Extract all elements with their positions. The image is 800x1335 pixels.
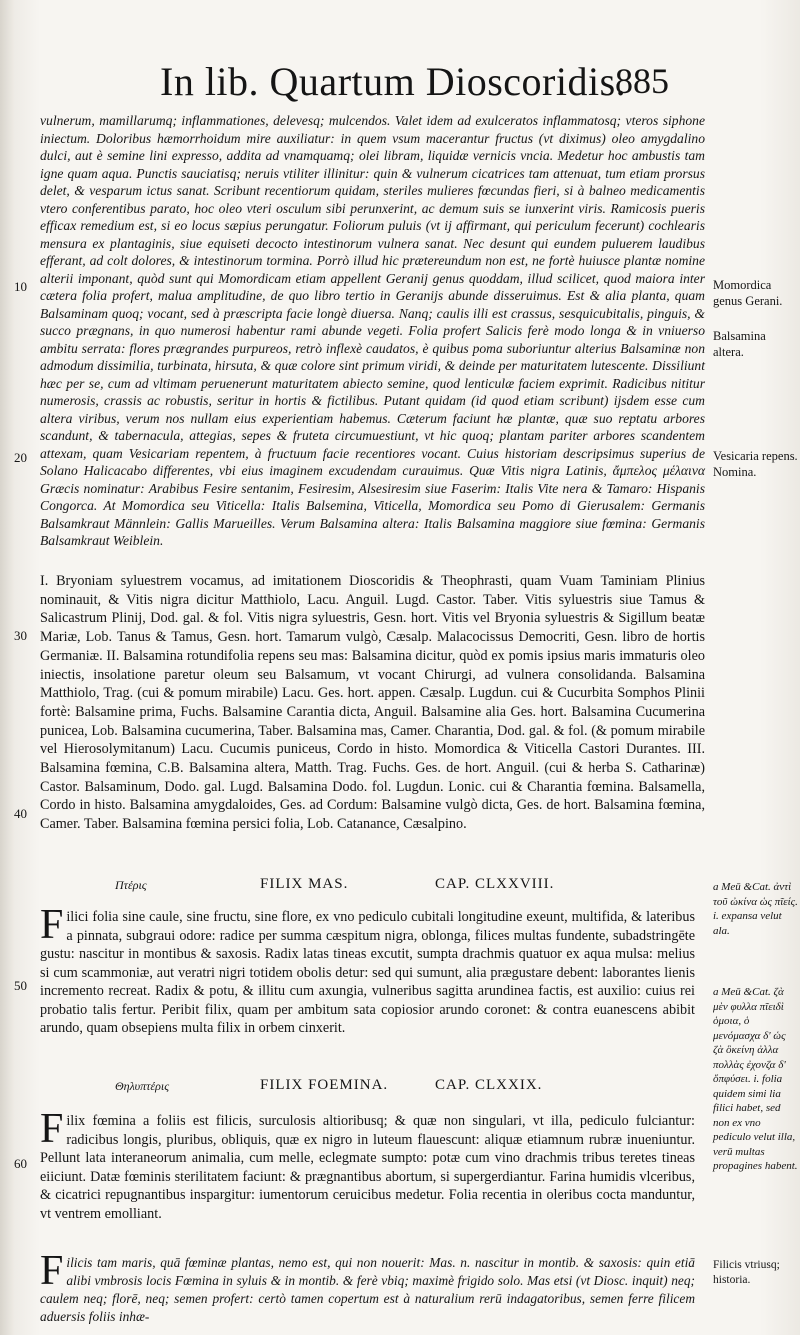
chapter-greek-name: Πτέρις	[115, 878, 147, 892]
chapter-heading	[75, 1077, 695, 1101]
commentary-filix-text: ilicis tam maris, quā fœminæ plantas, nemo est, qui non nouerit: Mas. n. nascitur in montib. & saxosis: quin etiā alibi vmbrosis locis Fœmina in syluis & in montib. & ferè vbiq; maximè frigido solo. Mas etsi (vt Diosc. inquit) neq; caulem neq; florē, neq; semen profert: certò tamen copertum est à naturalium rerū indagatoribus, semen ferre filicem aduersis foliis inhæ-	[40, 1255, 695, 1324]
line-number: 40	[14, 806, 27, 821]
page-gutter	[0, 0, 14, 1335]
synonyms-text: I. Bryoniam syluestrem vocamus, ad imitationem Dioscoridis & Theophrasti, quam Vuam Taminiam Plinius nominauit, & Vitis nigra dicitur Matthiolo, Lacu. Anguil. Lugd. Castor. Taber. Vitis syluestris siue Tamus & Salicastrum Plinij, Dod. gal. & fol. Vitis nigra syluestris, Gesn. hort. Vitis vel Bryonia syluestris & Sigillum beatæ Mariæ, Lob. Tanus & Tamus, Gesn. hort. Tamarum vulgò, Cæsalp. Malacocissus Democriti, Gesn. libro de hortis Germaniæ. II. Balsamina rotundifolia repens seu mas: Balsamina dicitur, quòd ex pomis ipsius maris immaturis oleo iniectis, insolatione paretur oleum seu Balsamum, vt vocant Chirurgi, ad vulnera consolidanda. Balsamina Matthiolo, Trag. (cui & pomum mirabile) Lacu. Ges. hort. appen. Cæsalp. Lugdun. cui & Cucurbita Somphos Plinii fortè: Balsamine prima, Fuchs. Balsamine Carantia dicta, Anguil. Balsamine alia Ges. hort. Balsamina Cucumerina punicea, Lob. Balsamina cucumerina, Taber. Balsamina mas, Camer. Charantia, Dod. gal. & fol. (& pomum mirabile vel Hierosolymitanum) Lacu. Cucumis puniceus, Cordo in histo. Momordica & Viticella Castori Durantes. III. Balsamina fœmina, C.B. Balsamina altera, Matth. Trag. Fuchs. Ges. de hort. Anguil. (cui & herba S. Catharinæ) Castor. Balsaminum, Dodo. gal. Lugd. Balsamina Dodo. fol. Lugdun. Lonic. cui & Charantia fœmina. Balsamella, Cordo in histo. Balsamina amygdaloides, Ges. ad Cordum: Balsamine vulgò dicta, Ges. de hort. Balsamina fœmina, Camer. Taber. Balsamina fœmina persici folia, Lob. Catanance, Cæsalpino.	[40, 573, 705, 833]
line-number: 30	[14, 628, 27, 643]
commentary-filix	[40, 1248, 695, 1326]
commentary-block	[40, 112, 705, 550]
drop-cap: F	[40, 1106, 64, 1152]
line-number: 20	[14, 450, 27, 465]
margin-note-balsamina: Balsamina altera.	[713, 329, 766, 359]
page-number: 885	[615, 61, 669, 101]
margin-note-momordica: Momordica genus Gerani.	[713, 278, 783, 308]
drop-cap: F	[40, 902, 64, 948]
synonyms-block	[40, 572, 705, 834]
line-number: 50	[14, 978, 27, 993]
margin-note-greek-2: a Meū &Cat. ζὰ μὲν φυλλα πῖειδὶ ὁμοια, ὁ μενόμασχα δ' ὡς ζὰ ὃκείνη ἀλλα πολλὰς ἐχονζα δ' ὅπφύσει. i. folia quidem simi lia filici habet, sed non ex vno pediculo velut illa, verū multas propagines habent.	[713, 986, 798, 1172]
chapter-body	[40, 902, 695, 1038]
chapter-body	[40, 1106, 695, 1223]
line-number: 60	[14, 1156, 27, 1171]
chapter-name: FILIX MAS.	[260, 876, 349, 892]
chapter-number: CAP. CLXXIX.	[435, 1077, 543, 1093]
chapter-body-text: ilici folia sine caule, sine fructu, sine flore, ex vno pediculo cubitali longitudine exeunt, multifida, & lateribus a pinnata, subgraui odore: radice per summa cæspitum nigra, oblonga, filices multas fundente, subadstringēte gustu: nascitur in montibus & saxosis. Radix latas tineas excutit, sumpta drachmis quatuor ex aqua mulsa: melius si cum scammoniæ, aut veratri nigri totidem obolis detur: sed qui sumunt, alia prægustare debent: laborantes lienis incremento recreat. Radix & potu, & illitu cum axungia, vulneribus sagitta arundinea factis, est auxilio: cuius rei probatio talis fertur. Peribit filix, quam per ambitum sata copiosior arundo coronet: & contra euanescens abibit arundo, quam obsepiens multa filix in orbem cinxerit.	[40, 909, 695, 1036]
line-number: 10	[14, 279, 27, 294]
chapter-name: FILIX FOEMINA.	[260, 1077, 389, 1093]
page-title: In lib. Quartum Dioscoridis.	[160, 59, 627, 104]
commentary-text: vulnerum, mamillarumq; inflammationes, delevesq; mulcendos. Valet idem ad exulceratos inflammatosq; vteros siphone iniectum. Doloribus hæmorrhoidum mire auxiliatur: in quem vsum macerantur fructus (vt diximus) oleo amygdalino dulci, aut è semine lini expresso, addita ad vnamquamq; olei libram, liquidæ vernicis vncia. Medetur hoc ambustis tam igne quam aqua. Punctis sauciatisq; neruis vtiliter illinitur: quin & vulnerum cicatrices tam attenuat, tum etiam prorsus delet, & vesparum ictus sanat. Scribunt recentiorum quidam, steriles mulieres fœcundas fieri, si à balneo medicamentis vtero conferentibus parato, hoc oleo vteri osculum sibi perunxerint, ac demum suis se iunxerint viris. Ramicosis pueris efficax remedium est, si eo locus sæpius perungatur. Foliorum puluis (vt ij affirmant, qui periculum fecerunt) cochlearis mensura ex plantaginis, siue equiseti decocto intestinorum vulnera sanat. Nec desunt qui eundem puluerem laudibus efferant, ad colt dolores, & intestinorum tormina. Porrò illud hic prætereundum non est, ne fortè huiusce plantæ nomine alterii imponant, quòd sunt qui Momordicam etiam appellent Geranij genus quoddam, illud scilicet, quod maiora inter cætera folia profert, malua amplitudine, de quo libro tertio in Geranijs abunde disseruimus. Est & alia planta, quam Balsaminam quoq; vocant, sed à præscripta facie longè diuersa. Nanq; caulis illi est crassus, sesquicubitalis, pinguis, & succo prægnans, in quo numerosi habentur rami abunde vegeti. Folia profert Salicis ferè modo longa & in vniuerso ambitu serrata: flores prægrandes purpureos, retrò inflexè caudatos, è quibus poma suboriuntur alterius Balsaminæ non admodum dissimilia, turbinata, hirsuta, & quæ colore sint primum viridi, & deinde per maturitatem lutescente. Dissiliunt hæc per se, cum ad vltimam peruenerunt maturitatem abiecto semine, quod lenticulæ faciem exprimit. Radicibus nititur numerosis, crassis ac robustis, seritur in hortis & fictilibus. Putant quidam (id quod etiam scribunt) ijsdem esse cum altera viribus, verum nos nullam eius experientiam habemus. Cæterum faciunt hæ plantæ, quæ suo reptatu arbores scandunt, & tabernacula, attegias, sepes & fruteta circumuestiunt, vt hic quoq; plantam pariter arbores scandentem attexam, quam Vesicariam repentem, à fructuum facie recentiores vocant. Cuius historiam descripsimus superius de Solano Halicacabo differentes, vbi eius imaginem excudendam curauimus. Quæ Vitis nigra Latinis, ἄμπελος μέλαινα Græcis nominatur: Arabibus Fesire sentanim, Fesiresim, Alsesiresim siue Faserim: Italis Vite nera & Tamaro: Hispanis Congorca. At Momordica seu Viticella: Italis Balsemina, Viticella, Momordica seu Pomo di Gierusalem: Germanis Balsamkraut Männlein: Gallis Marueilles. Verum Balsamina altera: Italis Balsamina maggiore siue fœmina: Germanis Balsamkraut Weiblein.	[40, 113, 705, 548]
margin-note-greek-1: a Meū &Cat. ἀντὶ τοῦ ὠκίνα ὡς πῖείς. i. expansa velut ala.	[713, 881, 798, 937]
margin-note-historia: Filicis vtriusq; historia.	[713, 1259, 780, 1286]
chapter-body-text: ilix fœmina a foliis est filicis, surculosis altioribusq; & quæ non singulari, vt illa, pediculo fulciantur: radicibus longis, pluribus, obliquis, quæ ex nigro in luteum flauescunt: aliquæ etiamnum rubræ inueniuntur. Pellunt lata interaneorum animalia, cum melle, eclegmate sumpto: potæ cum vino drachmis tribus teretes tineas eiiciunt. Datæ fœminis sterilitatem faciunt: & prægnantibus abortum, si supergerdiantur. Farina humidis vlceribus, & cicatrici repugnantibus inspargitur: iumentorum ceruicibus medetur. Folia recentia in oleribus cocta manduntur, vt ventrem emolliant.	[40, 1113, 695, 1222]
drop-cap: F	[40, 1248, 64, 1294]
running-header	[120, 58, 720, 108]
chapter-heading	[75, 876, 695, 900]
margin-note-vesicaria: Vesicaria repens. Nomina.	[713, 449, 798, 479]
chapter-greek-name: Θηλυπτέρις	[115, 1079, 170, 1093]
chapter-number: CAP. CLXXVIII.	[435, 876, 555, 892]
